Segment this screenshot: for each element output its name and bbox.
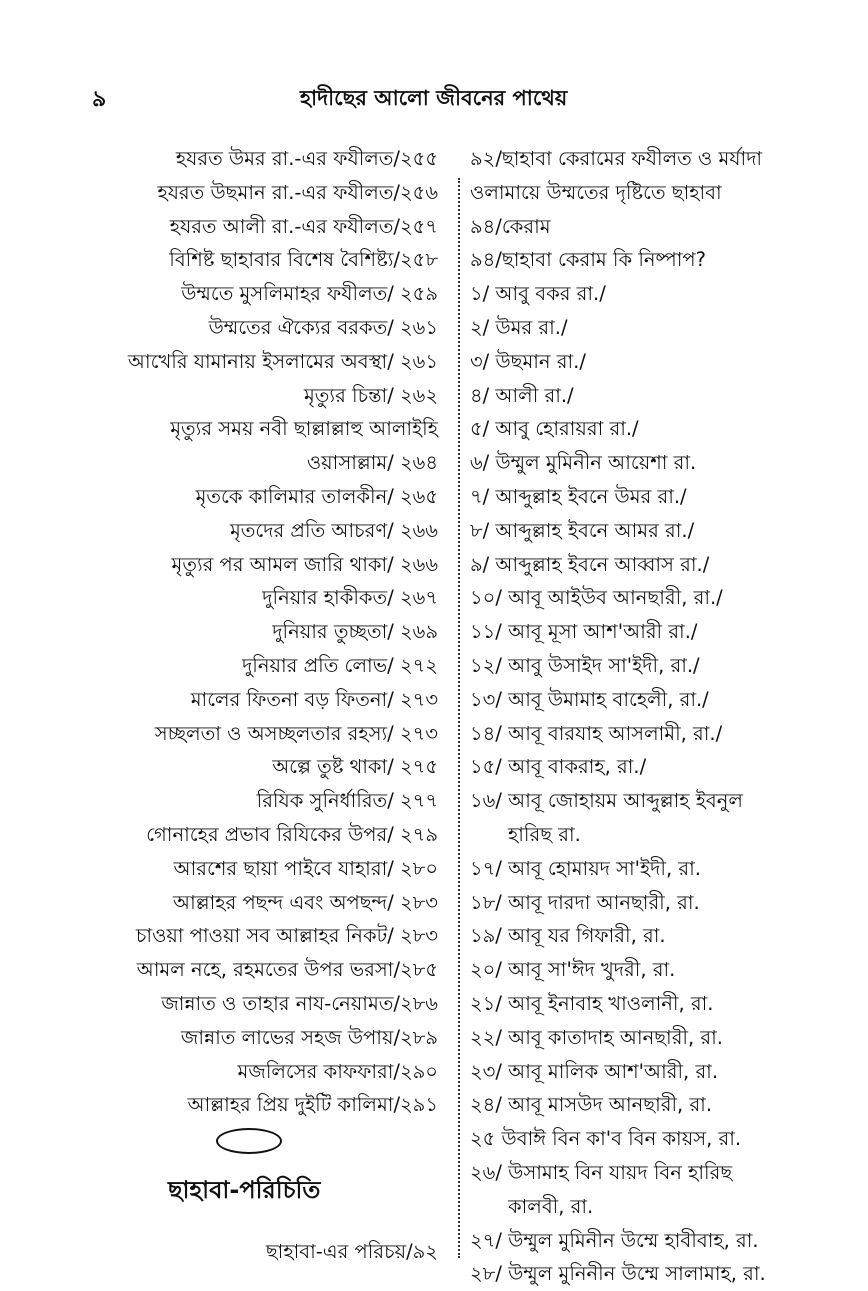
toc-entry: ৫/ আবু হোরায়রা রা./ [470,417,639,441]
toc-entry: আল্লাহর প্রিয় দুইটি কালিমা/২৯১ [187,1093,438,1117]
toc-entry: মৃত্যুর সময় নবী ছাল্লাল্লাহু আলাইহি [170,417,438,441]
toc-entry: মজলিসের কাফফারা/২৯০ [237,1059,438,1083]
toc-entry: ওলামায়ে উম্মতের দৃষ্টিতে ছাহাবা [470,180,722,204]
toc-entry-continuation: কালবী, রা. [508,1194,594,1218]
right-column [470,142,850,1291]
toc-entry: ২৩/ আবূ মালিক আশ'আরী, রা. [470,1059,719,1083]
toc-entry: জান্নাত ও তাহার নায-নেয়ামত/২৮৬ [161,991,438,1015]
toc-entry: উম্মতে মুসলিমাহর ফযীলত/ ২৫৯ [181,282,438,306]
toc-entry: ২৮/ উম্মুল মুনিনীন উম্মে সালামাহ, রা. [470,1262,766,1286]
toc-entry: ২৭/ উম্মুল মুমিনীন উম্মে হাবীবাহ, রা. [470,1228,759,1252]
toc-entry-continuation: হারিছ রা. [508,822,581,846]
toc-entry: দুনিয়ার হাকীকত/ ২৬৭ [262,586,438,610]
toc-entry: ৪/ আলী রা./ [470,383,574,407]
column-divider [458,178,460,1258]
toc-entry: মৃতকে কালিমার তালকীন/ ২৬৫ [195,484,438,508]
toc-entry: ৯২/ছাহাবা কেরামের ফযীলত ও মর্যাদা [470,147,763,170]
toc-entry: ১৭/ আবূ হোমায়দ সা'ইদী, রা. [470,856,701,880]
section-title: ছাহাবা-পরিচিতি [168,1176,321,1204]
toc-entry: ১/ আবু বকর রা./ [470,282,606,306]
toc-entry: ৯৪/ছাহাবা কেরাম কি নিষ্পাপ? [470,248,707,272]
toc-entry: মৃতদের প্রতি আচরণ/ ২৬৬ [229,518,438,542]
toc-entry: আখেরি যামানায় ইসলামের অবস্থা/ ২৬১ [127,349,438,373]
oval-ornament [216,1128,282,1154]
toc-entry: ৭/ আব্দুল্লাহ ইবনে উমর রা./ [470,484,687,508]
running-header: হাদীছের আলো জীবনের পাথেয় [300,86,568,110]
toc-entry: অল্পে তুষ্ট থাকা/ ২৭৫ [272,755,438,779]
page-number: ৯ [92,87,107,112]
toc-entry: ২৫ উবাঈ বিন কা'ব বিন কায়স, রা. [470,1127,742,1151]
toc-entry: ১৩/ আবূ উমামাহ বাহেলী, রা./ [470,687,709,711]
toc-entry: ৬/ উম্মুল মুমিনীন আয়েশা রা. [470,451,697,475]
toc-entry: আল্লাহর পছন্দ এবং অপছন্দ/ ২৮৩ [173,890,438,914]
toc-entry: আমল নহে, রহমতের উপর ভরসা/২৮৫ [136,958,438,982]
toc-entry: ছাহাবা-এর পরিচয়/৯২ [265,1240,438,1263]
toc-entry: ২৪/ আবূ মাসউদ আনছারী, রা. [470,1093,713,1117]
toc-entry: মৃত্যুর চিন্তা/ ২৬২ [303,383,438,407]
toc-entry: হযরত উছমান রা.-এর ফযীলত/২৫৬ [157,180,438,204]
toc-entry: মৃত্যুর পর আমল জারি থাকা/ ২৬৬ [171,552,438,576]
toc-entry: ১৫/ আবূ বাকরাহ, রা./ [470,755,647,779]
toc-entry: ১১/ আবূ মূসা আশ'আরী রা./ [470,620,698,644]
toc-entry: ২১/ আবূ ইনাবাহ খাওলানী, রা. [470,991,714,1015]
toc-entry: মালের ফিতনা বড় ফিতনা/ ২৭৩ [190,687,438,711]
toc-entry: বিশিষ্ট ছাহাবার বিশেষ বৈশিষ্ট্য/২৫৮ [169,248,438,272]
toc-entry: ২৬/ উসামাহ বিন যায়দ বিন হারিছ [470,1160,733,1184]
toc-entry: ১৮/ আবূ দারদা আনছারী, রা. [470,890,700,914]
toc-entry: ৯৪/কেরাম [470,214,551,238]
toc-entry: ৩/ উছমান রা./ [470,349,586,373]
toc-entry: ২/ উমর রা./ [470,315,568,339]
toc-entry: উম্মতের ঐক্যের বরকত/ ২৬১ [208,315,438,339]
toc-entry: ৯/ আব্দুল্লাহ ইবনে আব্বাস রা./ [470,552,710,576]
toc-entry: রিযিক সুনির্ধারিত/ ২৭৭ [256,789,438,813]
toc-entry: আরশের ছায়া পাইবে যাহারা/ ২৮০ [173,856,438,880]
toc-entry: ওয়াসাল্লাম/ ২৬৪ [306,451,438,475]
toc-entry: ২০/ আবূ সা'ঈদ খুদরী, রা. [470,958,676,982]
toc-entry: জান্নাত লাভের সহজ উপায়/২৮৯ [180,1025,438,1049]
left-column [70,142,438,1122]
toc-entry: ১৪/ আবূ বারযাহ আসলামী, রা./ [470,721,723,745]
toc-entry: হযরত উমর রা.-এর ফযীলত/২৫৫ [175,147,438,170]
toc-entry: সচ্ছলতা ও অসচ্ছলতার রহস্য/ ২৭৩ [154,721,438,745]
toc-entry: দুনিয়ার প্রতি লোভ/ ২৭২ [242,653,438,677]
toc-entry: দুনিয়ার তুচ্ছতা/ ২৬৯ [272,620,438,644]
toc-entry: চাওয়া পাওয়া সব আল্লাহর নিকট/ ২৮৩ [135,924,438,948]
toc-entry: ২২/ আবূ কাতাদাহ আনছারী, রা. [470,1025,723,1049]
toc-entry: হযরত আলী রা.-এর ফযীলত/২৫৭ [169,214,438,238]
toc-entry: ৮/ আব্দুল্লাহ ইবনে আমর রা./ [470,518,695,542]
toc-entry: ১৯/ আবূ যর গিফারী, রা. [470,924,666,948]
toc-entry: ১০/ আবূ আইউব আনছারী, রা./ [470,586,723,610]
toc-entry: ১২/ আবু উসাইদ সা'ইদী, রা./ [470,653,700,677]
toc-entry: ১৬/ আবূ জোহায়ম আব্দুল্লাহ ইবনুল [470,789,743,813]
toc-entry: গোনাহের প্রভাব রিযিকের উপর/ ২৭৯ [146,822,438,846]
